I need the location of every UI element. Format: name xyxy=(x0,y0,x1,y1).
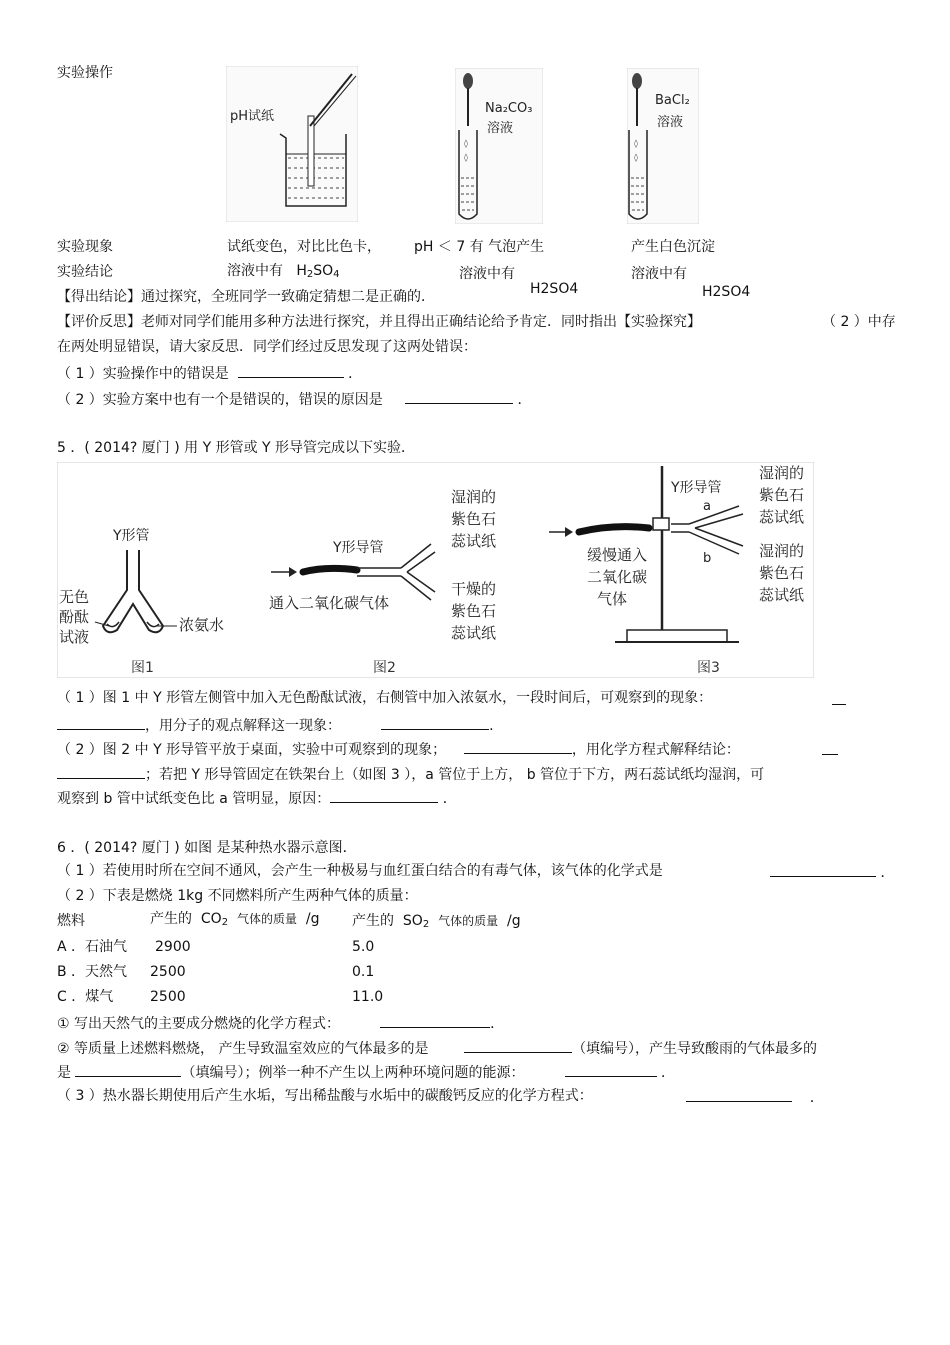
svg-text:缓慢通入: 缓慢通入 xyxy=(587,546,648,564)
svg-text:干燥的: 干燥的 xyxy=(451,580,497,598)
svg-text:◊: ◊ xyxy=(634,139,638,148)
svg-text:紫色石: 紫色石 xyxy=(759,486,805,504)
svg-text:蕊试纸: 蕊试纸 xyxy=(451,624,497,642)
phenomenon-2: pH ＜ 7 有 气泡产生 xyxy=(414,239,545,255)
svg-text:酚酞: 酚酞 xyxy=(59,608,90,626)
svg-text:蕊试纸: 蕊试纸 xyxy=(759,508,805,526)
q6-p1: （ 1 ）若使用时所在空间不通风，会产生一种极易与血红蛋白结合的有毒气体，该气体的化学式是 xyxy=(57,863,663,879)
fig2-inlet-label: 通入二氧化碳气体 xyxy=(269,594,390,612)
conclusion-label: 实验结论 xyxy=(57,264,113,280)
bacl2-tube-figure xyxy=(627,68,699,224)
svg-text:无色: 无色 xyxy=(59,588,90,606)
ph-paper-label: pH试纸 xyxy=(230,109,275,124)
answer-blank[interactable] xyxy=(380,1013,490,1028)
table-cell: 0.1 xyxy=(352,964,375,980)
answer-blank[interactable] xyxy=(565,1062,657,1077)
svg-text:◊: ◊ xyxy=(634,153,638,162)
q6-p1-blank: ． xyxy=(770,862,894,882)
table-header-fuel: 燃料 xyxy=(57,913,85,929)
svg-text:紫色石: 紫色石 xyxy=(759,564,805,582)
fig3-tube-label: Y形导管 xyxy=(671,480,722,496)
na2co3-solution-label: 溶液 xyxy=(487,121,514,136)
op-label: 实验操作 xyxy=(57,65,113,81)
bacl2-label: BaCl₂ xyxy=(655,93,690,108)
answer-blank[interactable] xyxy=(770,862,876,877)
conclusion-line: 【得出结论】通过探究，全班同学一致确定猜想二是正确的． xyxy=(57,289,435,305)
phenomenon-3: 产生白色沉淀 xyxy=(631,239,715,255)
q5-p2-line1: （ 2 ）图 2 中 Y 形导管平放于桌面，实验中可观察到的现象； ，用化学方程式解释结论： xyxy=(57,739,740,759)
svg-text:试液: 试液 xyxy=(59,628,90,646)
svg-text:紫色石: 紫色石 xyxy=(451,602,497,620)
answer-blank[interactable] xyxy=(75,1062,181,1077)
q6-q-a: ① 写出天然气的主要成分燃烧的化学方程式： ． xyxy=(57,1013,504,1033)
answer-blank[interactable] xyxy=(464,739,572,754)
na2co3-label: Na₂CO₃ xyxy=(485,101,533,116)
conclusion-3b: H2SO4 xyxy=(702,284,751,300)
svg-text:紫色石: 紫色石 xyxy=(451,510,497,528)
table-row: C ．煤气 xyxy=(57,989,114,1005)
svg-text:湿润的: 湿润的 xyxy=(759,464,805,482)
table-cell: 2500 xyxy=(150,989,186,1005)
phenomenon-1: 试纸变色，对比比色卡， xyxy=(227,239,381,255)
answer-blank[interactable] xyxy=(57,715,145,730)
svg-text:◊: ◊ xyxy=(464,153,468,162)
q5-p1-line2: ，用分子的观点解释这一现象： . xyxy=(57,715,494,735)
table-cell: 2500 xyxy=(150,964,186,980)
q5-figures xyxy=(57,462,814,678)
fig1-ammonia-label: 浓氨水 xyxy=(179,616,225,634)
table-cell: 11.0 xyxy=(352,989,384,1005)
conclusion-3a: 溶液中有 xyxy=(631,266,687,282)
reflect-line2: 在两处明显错误，请大家反思．同学们经过反思发现了这两处错误： xyxy=(57,339,477,355)
table-row: A ．石油气 xyxy=(57,939,128,955)
fig2-caption: 图2 xyxy=(373,660,396,676)
answer-blank[interactable] xyxy=(464,1038,572,1053)
svg-text:湿润的: 湿润的 xyxy=(451,488,497,506)
answer-blank[interactable] xyxy=(405,389,513,404)
svg-text:二氧化碳: 二氧化碳 xyxy=(587,568,648,586)
error-1-line: （ 1 ）实验操作中的错误是 ． xyxy=(57,363,362,383)
na2co3-tube-figure xyxy=(455,68,543,224)
answer-blank[interactable] xyxy=(686,1087,792,1102)
q6-p3-blank: ． xyxy=(686,1087,824,1107)
svg-text:◊: ◊ xyxy=(464,139,468,148)
q5-p2-line2: ；若把 Y 形导管固定在铁架台上（如图 3 ），a 管位于上方， b 管位于下方，两石蕊试纸均湿润，可 xyxy=(57,764,764,784)
table-header-so2: 产生的 $SO_2$ 气体的质量 /g xyxy=(352,913,521,930)
table-header-co2: 产生的 $CO_2$ 气体的质量 /g xyxy=(150,911,320,928)
conclusion-2b: H2SO4 xyxy=(530,281,579,297)
answer-blank[interactable] xyxy=(238,363,344,378)
answer-blank[interactable] xyxy=(381,715,489,730)
answer-blank[interactable] xyxy=(832,690,846,705)
q6-title: 6 ．( 2014? 厦门 ) 如图 是某种热水器示意图． xyxy=(57,840,357,856)
fig3-a-label: a xyxy=(703,499,711,514)
reflect-line1b: （ 2 ）中存 xyxy=(822,314,896,330)
q5-p1-line1: （ 1 ）图 1 中 Y 形管左侧管中加入无色酚酞试液，右侧管中加入浓氨水，一段时间后，可观察到的现象： xyxy=(57,690,713,706)
phenomenon-label: 实验现象 xyxy=(57,239,113,255)
table-cell: 2900 xyxy=(155,939,191,955)
fig2-tube-label: Y形导管 xyxy=(333,540,384,556)
table-row: B ．天然气 xyxy=(57,964,128,980)
error-2-line: （ 2 ）实验方案中也有一个是错误的，错误的原因是 ． xyxy=(57,389,532,409)
q5-title: 5 ．( 2014? 厦门 ) 用 Y 形管或 Y 形导管完成以下实验． xyxy=(57,440,416,456)
svg-text:蕊试纸: 蕊试纸 xyxy=(451,532,497,550)
bacl2-solution-label: 溶液 xyxy=(657,115,684,130)
svg-text:蕊试纸: 蕊试纸 xyxy=(759,586,805,604)
answer-blank[interactable] xyxy=(330,788,438,803)
fig1-tube-label: Y形管 xyxy=(113,528,150,544)
conclusion-2a: 溶液中有 xyxy=(459,266,515,282)
q6-p3: （ 3 ）热水器长期使用后产生水垢，写出稀盐酸与水垢中的碳酸钙反应的化学方程式： xyxy=(57,1088,593,1104)
reflect-line1: 【评价反思】老师对同学们能用多种方法进行探究，并且得出正确结论给予肯定．同时指出【实验探究】 xyxy=(57,314,701,330)
table-cell: 5.0 xyxy=(352,939,375,955)
q6-p2: （ 2 ）下表是燃烧 1kg 不同燃料所产生两种气体的质量： xyxy=(57,888,418,904)
fig3-b-label: b xyxy=(703,551,712,566)
answer-blank[interactable] xyxy=(57,764,145,779)
q6-q-b1: ② 等质量上述燃料燃烧， 产生导致温室效应的气体最多的是 （填编号），产生导致酸雨的气体最多的 xyxy=(57,1038,817,1058)
answer-blank[interactable] xyxy=(822,740,838,755)
conclusion-1: 溶液中有 $H_2SO_4$ xyxy=(227,263,340,280)
svg-text:湿润的: 湿润的 xyxy=(759,542,805,560)
svg-text:气体: 气体 xyxy=(597,590,628,608)
q5-p2-line3: 观察到 b 管中试纸变色比 a 管明显，原因： ． xyxy=(57,788,457,808)
ph-beaker-figure xyxy=(226,66,358,222)
fig1-caption: 图1 xyxy=(131,660,154,676)
q6-q-b2: 是 （填编号）；例举一种不产生以上两种环境问题的能源： ． xyxy=(57,1062,675,1082)
fig3-caption: 图3 xyxy=(697,660,720,676)
